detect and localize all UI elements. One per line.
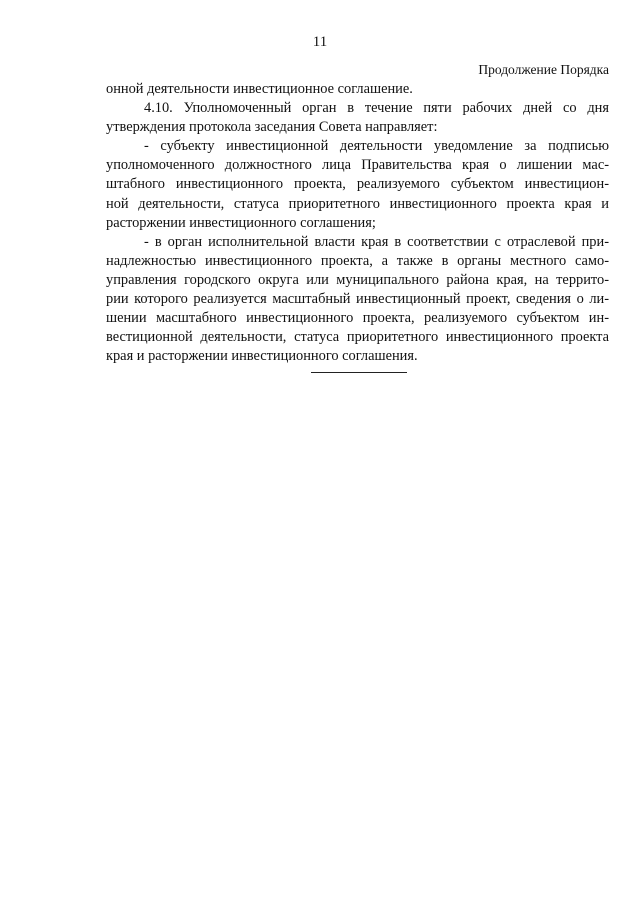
text-line: - субъекту инвестиционной деятельности уведомление за подписью [144, 138, 609, 155]
body-text [106, 80, 609, 366]
text-line: вестиционной деятельности, статуса приоритетного инвестиционного проекта [106, 329, 609, 346]
text-line: шении масштабного инвестиционного проекта, реализуемого субъектом ин- [106, 310, 609, 327]
text-line: управления городского округа или муниципального района края, на террито- [106, 271, 609, 288]
text-line: утверждения протокола заседания Совета направляет: [106, 119, 438, 136]
text-line: - в орган исполнительной власти края в соответствии с отраслевой при- [144, 233, 609, 250]
text-line: края и расторжении инвестиционного соглашения. [106, 348, 418, 365]
running-header: Продолжение Порядка [478, 62, 609, 77]
text-line: расторжении инвестиционного соглашения; [106, 214, 376, 231]
text-line: рии которого реализуется масштабный инвестиционный проект, сведения о ли- [106, 291, 609, 308]
end-separator-line [311, 372, 407, 373]
text-line: ной деятельности, статуса приоритетного инвестиционного проекта края и [106, 195, 609, 212]
page-number: 11 [312, 34, 328, 50]
text-line: надлежностью инвестиционного проекта, а также в органы местного само- [106, 252, 609, 269]
text-line: онной деятельности инвестиционное соглашение. [106, 81, 413, 97]
text-line: уполномоченного должностного лица Правительства края о лишении мас- [106, 157, 609, 174]
text-line: штабного инвестиционного проекта, реализуемого субъектом инвестицион- [106, 176, 609, 193]
text-line: 4.10. Уполномоченный орган в течение пяти рабочих дней со дня [144, 100, 609, 117]
